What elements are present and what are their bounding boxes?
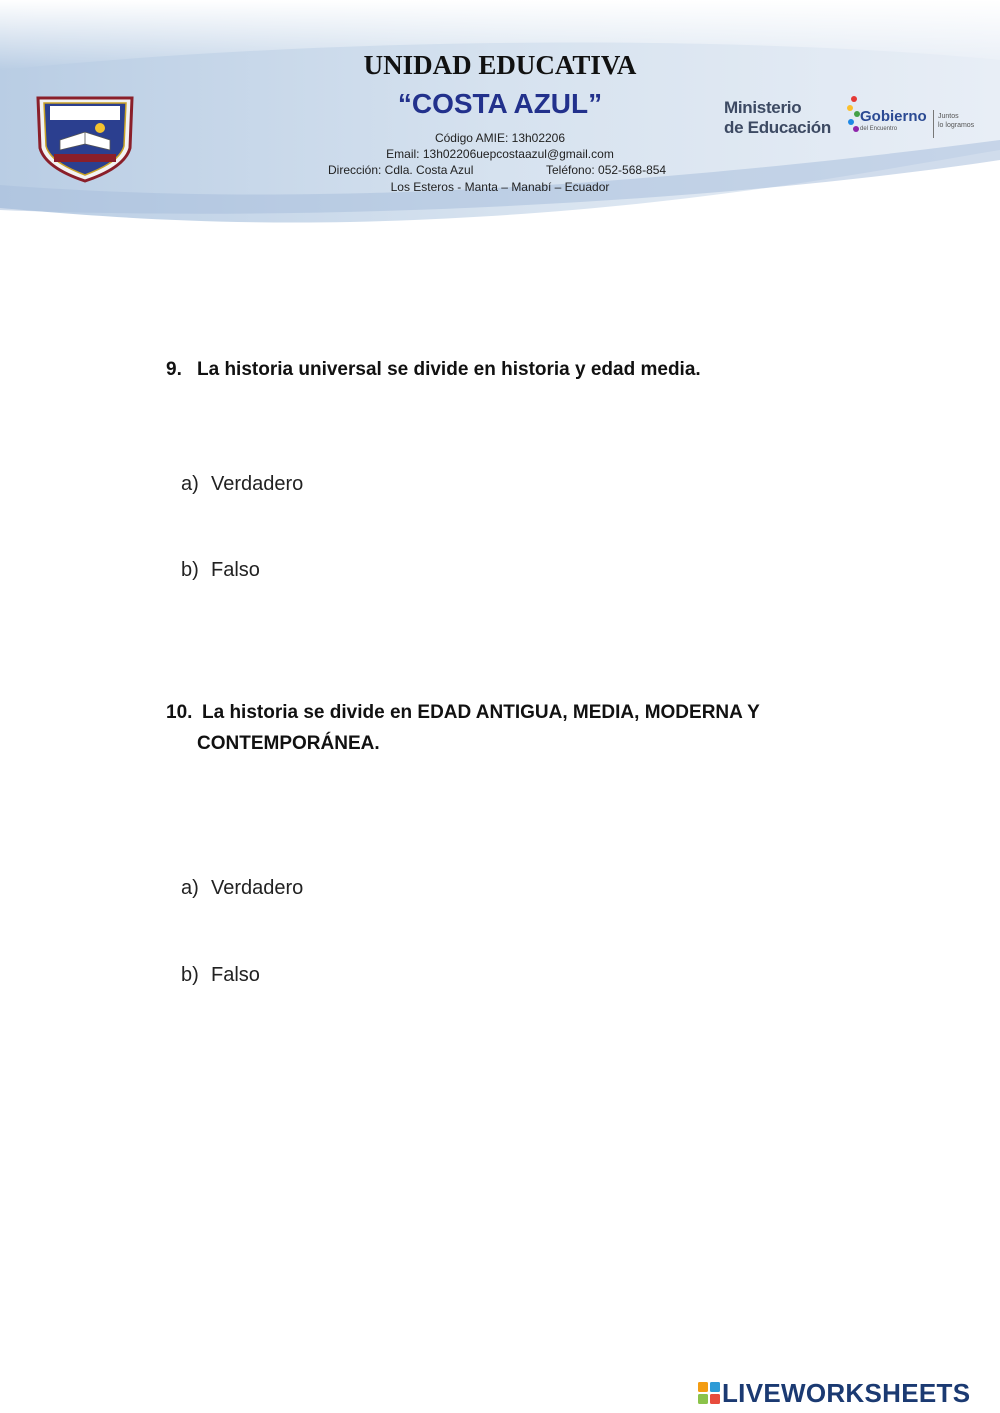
gobierno-tagline	[938, 112, 974, 130]
option-letter: b)	[181, 559, 199, 581]
gobierno-divider	[933, 110, 934, 138]
option-label: Falso	[211, 559, 260, 581]
amie-code: Código AMIE: 13h02206	[434, 131, 566, 145]
gobierno-tag-line-2: lo logramos	[938, 122, 975, 129]
ministerio-line-2: de Educación	[724, 118, 831, 137]
question-9-option-a[interactable]	[181, 473, 481, 503]
question-9-option-b[interactable]	[181, 559, 481, 589]
school-crest-icon	[30, 88, 140, 183]
option-letter: a)	[181, 877, 199, 899]
question-10-option-b[interactable]	[181, 964, 481, 994]
question-text-line-2: CONTEMPORÁNEA.	[197, 733, 380, 754]
liveworksheets-wordmark: LIVEWORKSHEETS	[722, 1378, 971, 1408]
question-text: La historia universal se divide en historia y edad media.	[197, 359, 701, 380]
school-address: Dirección: Cdla. Costa Azul	[328, 163, 474, 177]
option-label: Falso	[211, 964, 260, 986]
gobierno-tag-line-1: Juntos	[938, 113, 959, 120]
gobierno-subtitle: del Encuentro	[860, 126, 898, 132]
option-label: Verdadero	[211, 473, 304, 495]
liveworksheets-badge-icon	[698, 1382, 720, 1404]
question-10-option-a[interactable]	[181, 877, 481, 907]
ministerio-educacion-logo	[724, 98, 831, 138]
school-type-heading: UNIDAD EDUCATIVA	[363, 50, 637, 80]
question-number: 9.	[166, 359, 182, 380]
option-label: Verdadero	[211, 877, 304, 899]
gobierno-logo	[846, 88, 986, 150]
ministerio-line-1: Ministerio	[724, 98, 802, 117]
school-email: Email: 13h02206uepcostaazul@gmail.com	[386, 147, 614, 161]
gobierno-word: Gobierno	[860, 108, 927, 125]
question-text-line-1: La historia se divide en EDAD ANTIGUA, MEDIA, MODERNA Y	[202, 702, 760, 723]
question-10	[166, 702, 866, 766]
question-9	[166, 359, 866, 389]
option-letter: b)	[181, 964, 199, 986]
question-number: 10.	[166, 702, 193, 723]
school-location: Los Esteros - Manta – Manabí – Ecuador	[390, 180, 610, 194]
option-letter: a)	[181, 473, 199, 495]
school-phone: Teléfono: 052-568-854	[546, 163, 667, 177]
school-name-title: “COSTA AZUL”	[397, 88, 603, 119]
